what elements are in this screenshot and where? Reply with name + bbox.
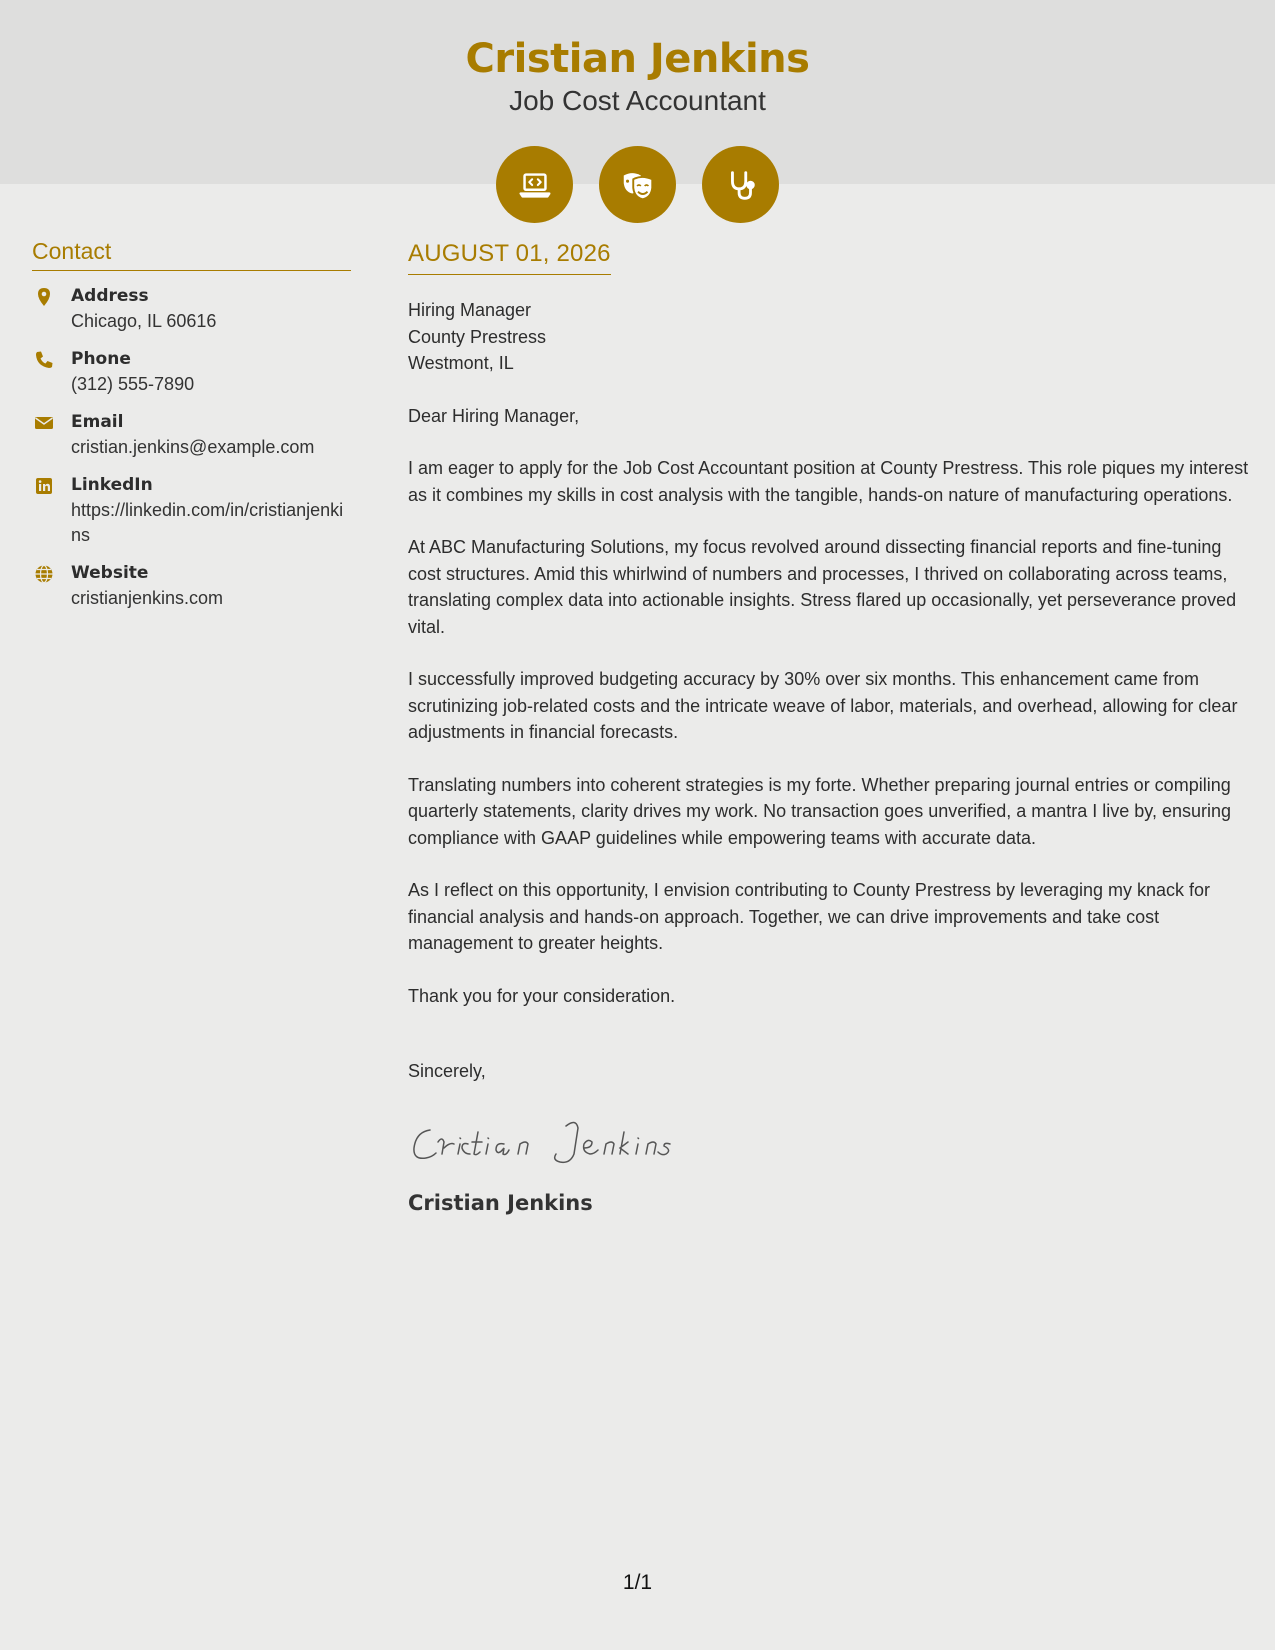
contact-linkedin (32, 473, 351, 548)
contact-website (32, 561, 351, 611)
paragraph: As I reflect on this opportunity, I envision contributing to County Prestress by leveraging my knack for financial analysis and hands-on approach. Together, we can drive improvements and take cost management to greater heights. (408, 880, 1211, 953)
linkedin-icon (34, 476, 54, 496)
address-value: Chicago, IL 60616 (71, 311, 217, 331)
linkedin-value[interactable]: https://linkedin.com/in/cristianjenkins (71, 500, 344, 545)
letter-date: AUGUST 01, 2026 (408, 240, 611, 275)
contact-email (32, 410, 351, 460)
paragraph: I successfully improved budgeting accuracy by 30% over six months. This enhancement came from scrutinizing job-related costs and the intricate weave of labor, materials, and overhead, allowing for clear adjustments in financial forecasts. (408, 669, 1238, 742)
closing: Sincerely, (408, 1061, 486, 1081)
theater-masks-icon (599, 146, 676, 223)
contact-phone (32, 347, 351, 397)
phone-icon (34, 350, 54, 370)
address-label: Address (71, 286, 149, 306)
recipient-line: Westmont, IL (408, 353, 514, 373)
recipient-line: County Prestress (408, 326, 547, 347)
globe-icon (34, 564, 54, 584)
recipient-line: Hiring Manager (408, 300, 532, 320)
page-number: 1/1 (622, 1571, 653, 1594)
contact-address (32, 284, 351, 334)
job-title: Job Cost Accountant (509, 85, 766, 116)
handwritten-signature (408, 1112, 688, 1172)
paragraph: I am eager to apply for the Job Cost Accountant position at County Prestress. This role piques my interest as it combines my skills in cost analysis with the tangible, hands-on nature of manufacturing operations. (408, 458, 1249, 505)
paragraph: At ABC Manufacturing Solutions, my focus revolved around dissecting financial reports and fine-tuning cost structures. Amid this whirlwind of numbers and processes, I thrived on collaborating across teams, translating complex data into actionable insights. Stress flared up occasionally, yet perseverance proved vital. (408, 537, 1237, 637)
interest-icons (496, 146, 779, 223)
email-value[interactable]: cristian.jenkins@example.com (71, 437, 315, 457)
letter-body (408, 240, 1253, 1215)
paragraph: Translating numbers into coherent strategies is my forte. Whether preparing journal entries or compiling quarterly statements, clarity drives my work. No transaction goes unverified, a mantra I live by, ensuring compliance with GAAP guidelines while empowering teams with accurate data. (408, 774, 1232, 848)
salutation: Dear Hiring Manager, (408, 405, 580, 426)
contact-heading: Contact (32, 238, 351, 271)
applicant-name: Cristian Jenkins (465, 36, 810, 82)
laptop-code-icon (496, 146, 573, 223)
phone-value: (312) 555-7890 (71, 374, 195, 394)
website-label: Website (71, 563, 149, 583)
map-pin-icon (34, 287, 54, 307)
envelope-icon (34, 413, 54, 433)
signer-name: Cristian Jenkins (408, 1191, 593, 1215)
email-label: Email (71, 412, 124, 432)
paragraph: Thank you for your consideration. (408, 985, 676, 1006)
linkedin-label: LinkedIn (71, 475, 153, 495)
stethoscope-icon (702, 146, 779, 223)
contact-sidebar (32, 238, 351, 611)
recipient-block (408, 297, 1253, 377)
website-value[interactable]: cristianjenkins.com (71, 588, 224, 608)
phone-label: Phone (71, 349, 131, 369)
